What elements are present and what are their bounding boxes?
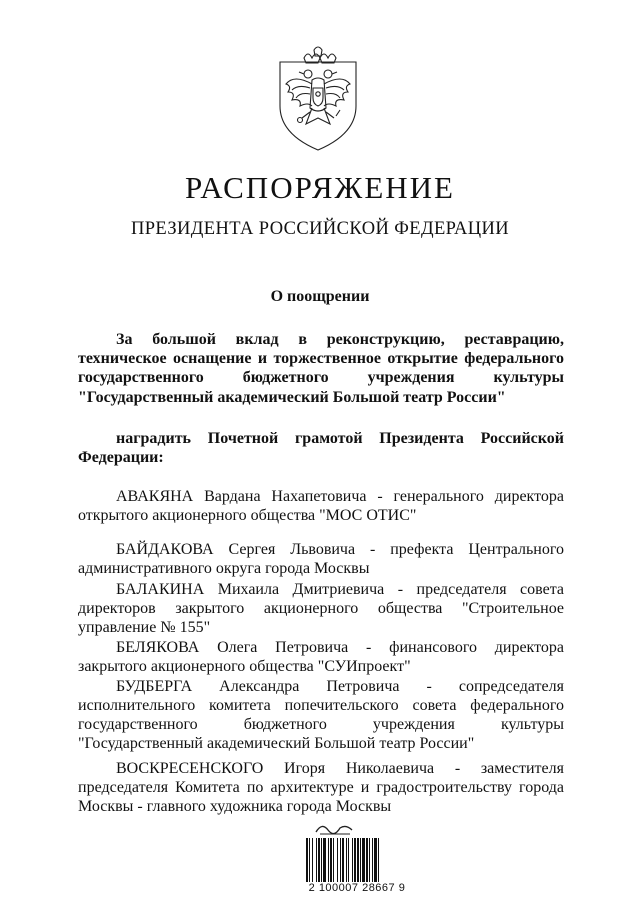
barcode-bar	[309, 838, 310, 882]
barcode-bar	[330, 838, 332, 882]
barcode-bar	[346, 838, 347, 882]
document-issuer-heading: ПРЕЗИДЕНТА РОССИЙСКОЙ ФЕДЕРАЦИИ	[130, 219, 510, 239]
awardee-text: ВОСКРЕСЕНСКОГО Игоря Николаевича - заместителя председателя Комитета по архитектуре и градостроительству города Москвы - главного художника города Москвы	[78, 760, 564, 815]
barcode-bar	[323, 838, 326, 882]
awardee-item	[78, 487, 564, 540]
barcode-icon	[306, 838, 416, 882]
awardee-item	[78, 759, 564, 819]
document-type-heading: РАСПОРЯЖЕНИЕ	[185, 170, 455, 205]
awardee-text: БУДБЕРГА Александра Петровича - сопредседателя исполнительного комитета попечительского совета федерального государственного бюджетного учреждения культуры "Государственный академический Большой театр России"	[78, 678, 564, 752]
barcode-bar	[352, 838, 353, 882]
barcode-bar	[321, 838, 322, 882]
barcode-bar	[348, 838, 349, 882]
barcode-bar	[333, 838, 334, 882]
decision-paragraph	[78, 429, 564, 467]
awardee-text: БАЛАКИНА Михаила Дмитриевича - председателя совета директоров закрытого акционерного общества "Строительное управление № 155"	[78, 581, 564, 636]
barcode-bar	[366, 838, 368, 882]
barcode-bar	[354, 838, 356, 882]
awardee-item	[78, 677, 564, 759]
barcode-bar	[369, 838, 370, 882]
document-subject: О поощрении	[270, 288, 370, 305]
barcode-bar	[337, 838, 338, 882]
awardee-text: БАЙДАКОВА Сергея Львовича - префекта Центрального административного округа города Москвы	[78, 541, 564, 577]
awardee-text: БЕЛЯКОВА Олега Петровича - финансового директора закрытого акционерного общества "СУИпроект"	[78, 639, 564, 675]
coat-of-arms-icon	[274, 44, 362, 156]
barcode-bar	[372, 838, 373, 882]
barcode-bar	[306, 838, 308, 882]
awardees-list	[78, 487, 564, 819]
preamble-text: За большой вклад в реконструкцию, реставрацию, техническое оснащение и торжественное открытие федерального государственного бюджетного учреждения культуры "Государственный академический Большой театр России"	[78, 331, 564, 406]
barcode-bar	[378, 838, 379, 882]
barcode-bar	[340, 838, 341, 882]
registry-mark-icon	[312, 818, 356, 836]
barcode-bar	[374, 838, 377, 882]
barcode-bar	[362, 838, 365, 882]
barcode-bar	[342, 838, 344, 882]
decision-text: наградить Почетной грамотой Президента Российской Федерации:	[78, 430, 564, 467]
awardee-text: АВАКЯНА Вардана Нахапетовича - генерального директора открытого акционерного общества "МОС ОТИС"	[78, 488, 564, 524]
barcode-bar	[357, 838, 359, 882]
barcode-bar	[328, 838, 329, 882]
barcode-bar	[360, 838, 361, 882]
preamble-paragraph	[78, 330, 564, 407]
awardee-item	[78, 580, 564, 638]
barcode-bar	[312, 838, 313, 882]
barcode-number: 2 100007 28667 9	[308, 882, 406, 894]
awardee-item	[78, 638, 564, 677]
awardee-item	[78, 540, 564, 580]
barcode-bar	[316, 838, 317, 882]
document-barcode	[292, 818, 422, 902]
barcode-bar	[318, 838, 320, 882]
